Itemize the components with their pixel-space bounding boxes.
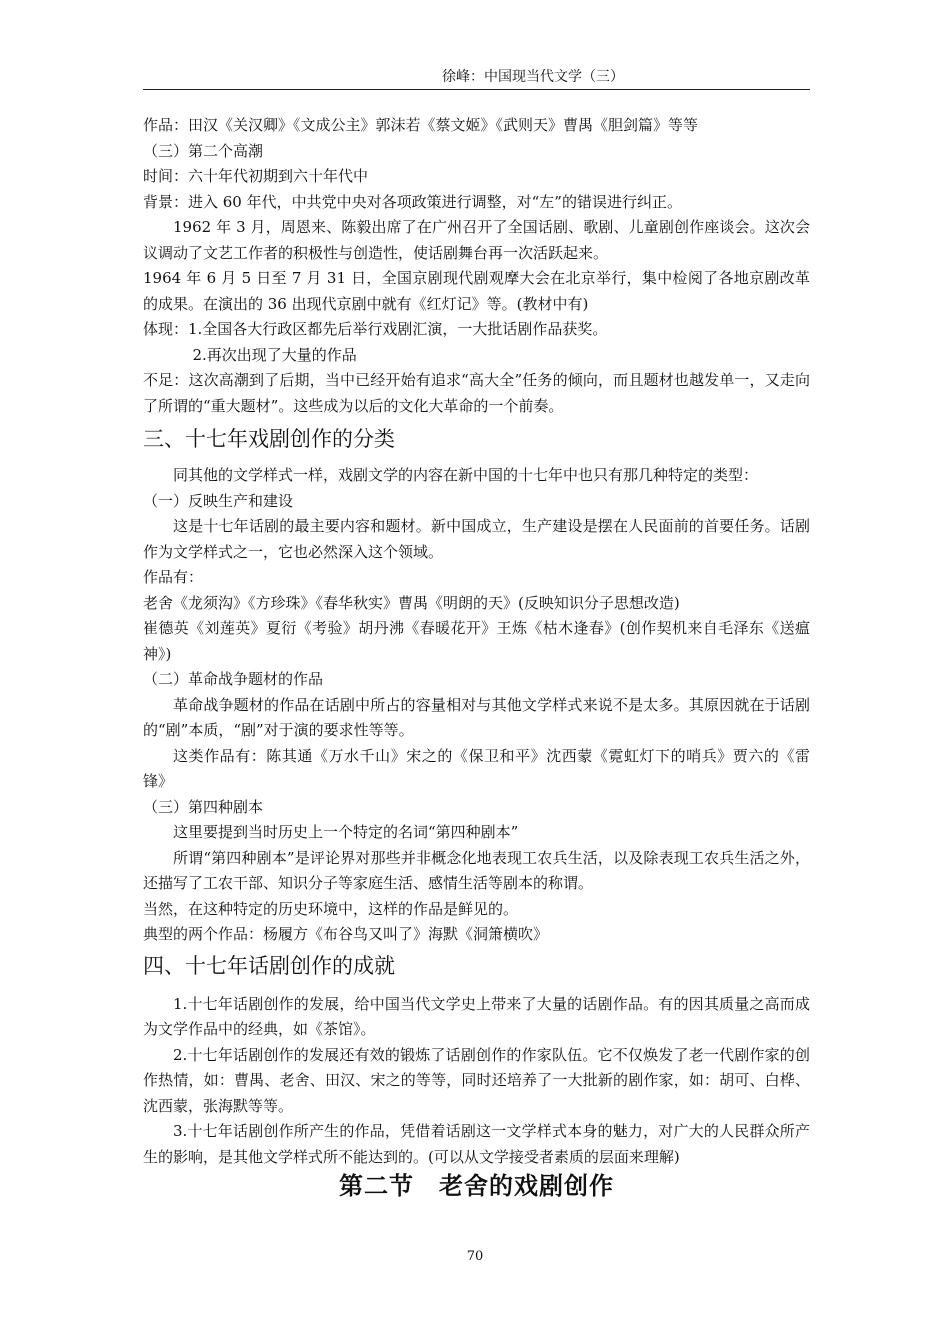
paragraph: 作品有： (143, 568, 204, 586)
paragraph: 这里要提到当时历史上一个特定的名词“第四种剧本” (173, 823, 519, 841)
paragraph: 同其他的文学样式一样，戏剧文学的内容在新中国的十七年中也只有那几种特定的类型： (173, 466, 759, 484)
subheading: （一）反映生产和建设 (143, 491, 294, 510)
paragraph: 2.十七年话剧创作的发展还有效的锻炼了话剧创作的作家队伍。它不仅焕发了老一代剧作家的创作热情，如：曹禺、老舍、田汉、宋之的等等，同时还培养了一大批新的剧作家，如：胡可、白桦、沈西蒙，张海默等等。 (143, 1045, 810, 1115)
page-body (143, 113, 810, 1202)
paragraph: 老舍《龙须沟》《方珍珠》《春华秋实》曹禺《明朗的天》(反映知识分子思想改造) (143, 593, 680, 612)
paragraph: 不足：这次高潮到了后期，当中已经开始有追求“高大全”任务的倾向，而且题材也越发单一，又走向了所谓的“重大题材”。这些成为以后的文化大革命的一个前奏。 (143, 371, 810, 415)
section-heading: 四、十七年话剧创作的成就 (143, 953, 395, 978)
header-title: 徐峰：中国现当代文学（三） (442, 69, 624, 85)
paragraph: 1.十七年话剧创作的发展，给中国当代文学史上带来了大量的话剧作品。有的因其质量之高而成为文学作品中的经典，如《茶馆》。 (143, 994, 810, 1038)
header-rule (143, 89, 810, 90)
paragraph: 背景：进入 60 年代，中共党中央对各项政策进行调整，对“左”的错误进行纠正。 (143, 192, 682, 211)
page-number: 70 (466, 1249, 484, 1264)
paragraph: 典型的两个作品：杨履方《布谷鸟又叫了》海默《洞箫横吹》 (143, 925, 549, 943)
paragraph: 这是十七年话剧的最主要内容和题材。新中国成立，生产建设是摆在人民面前的首要任务。话剧作为文学样式之一，它也必然深入这个领域。 (143, 517, 810, 561)
paragraph: 当然，在这种特定的历史环境中，这样的作品是鲜见的。 (143, 899, 519, 918)
paragraph: 这类作品有：陈其通《万水千山》宋之的《保卫和平》沈西蒙《霓虹灯下的哨兵》贾六的《雷锋》 (143, 746, 810, 790)
subheading: （二）革命战争题材的作品 (143, 670, 324, 688)
paragraph: 3.十七年话剧创作所产生的作品，凭借着话剧这一文学样式本身的魅力，对广大的人民群众所产生的影响，是其他文学样式所不能达到的。(可以从文学接受者素质的层面来理解) (143, 1122, 810, 1166)
paragraph: 革命战争题材的作品在话剧中所占的容量相对与其他文学样式来说不是太多。其原因就在于话剧的“剧”本质，“剧”对于演的要求性等等。 (143, 695, 810, 739)
running-header (143, 66, 809, 88)
chapter-section-title: 第二节 老舍的戏剧创作 (339, 1171, 614, 1200)
paragraph: 1962 年 3 月，周恩来、陈毅出席了在广州召开了全国话剧、歌剧、儿童剧创作座谈会。这次会议调动了文艺工作者的积极性与创造性，使话剧舞台再一次活跃起来。 (143, 218, 810, 262)
paragraph: 作品：田汉《关汉卿》《文成公主》郭沫若《蔡文姬》《武则天》曹禺《胆剑篇》等等 (143, 116, 699, 134)
subheading: （三）第四种剧本 (143, 797, 264, 816)
paragraph: 所谓“第四种剧本”是评论界对那些并非概念化地表现工农兵生活，以及除表现工农兵生活之外，还描写了工农干部、知识分子等家庭生活、感情生活等剧本的称谓。 (143, 848, 810, 892)
subheading: （三）第二个高潮 (143, 141, 264, 160)
paragraph: 2.再次出现了大量的作品 (192, 345, 357, 364)
section-heading: 三、十七年戏剧创作的分类 (143, 427, 395, 451)
paragraph: 1964 年 6 月 5 日至 7 月 31 日，全国京剧现代剧观摩大会在北京举行，集中检阅了各地京剧改革的成果。在演出的 36 出现代京剧中就有《红灯记》等。(教材中有) (143, 269, 810, 313)
paragraph: 崔德英《刘莲英》夏衍《考验》胡丹沸《春暖花开》王炼《枯木逢春》(创作契机来自毛泽东《送瘟神》) (143, 619, 810, 663)
paragraph: 体现：1.全国各大行政区都先后举行戏剧汇演，一大批话剧作品获奖。 (143, 320, 608, 338)
paragraph: 时间：六十年代初期到六十年代中 (143, 167, 369, 185)
